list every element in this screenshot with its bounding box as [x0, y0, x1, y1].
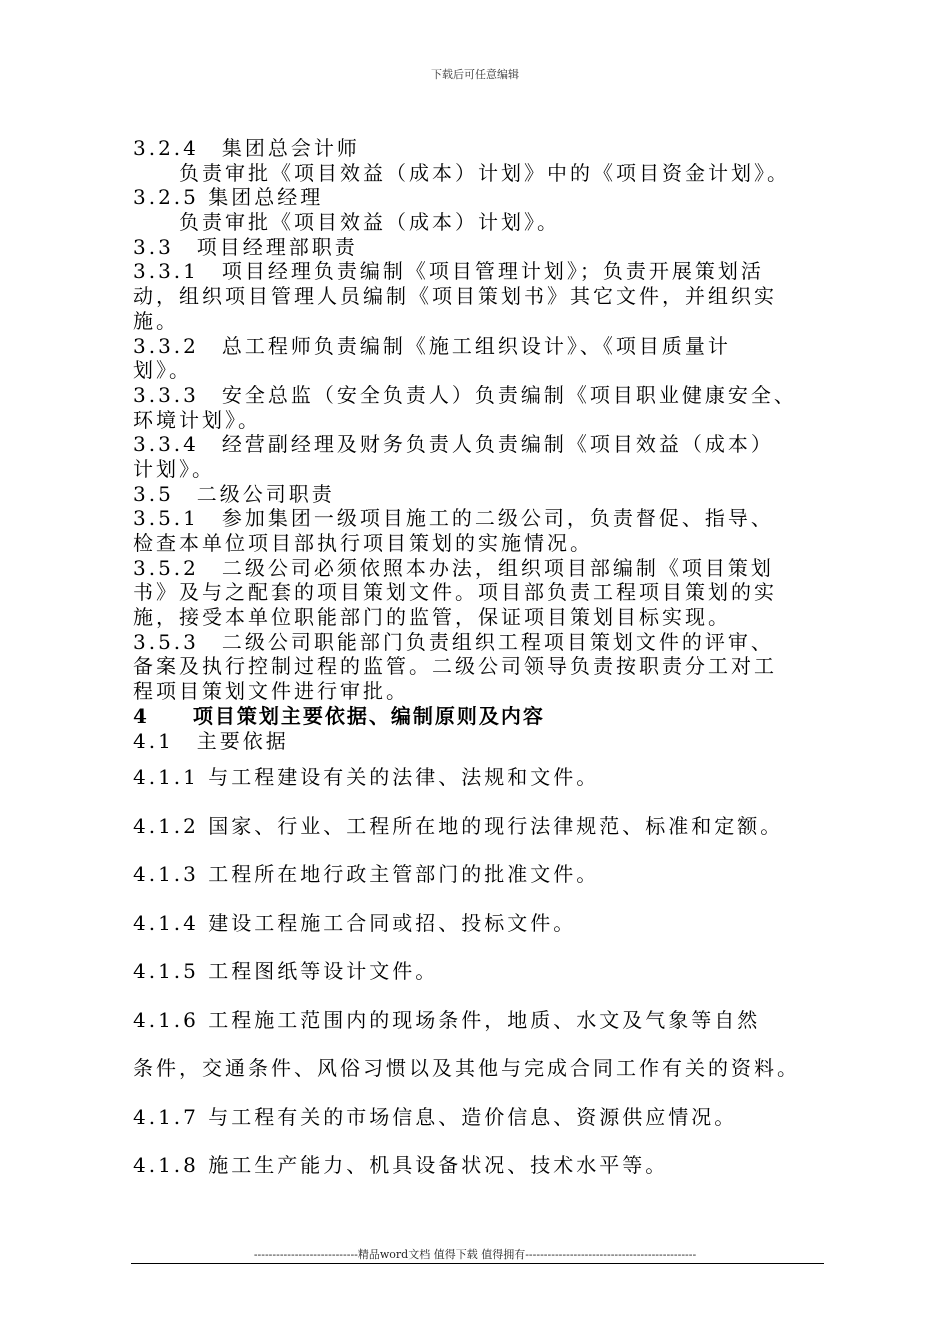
paragraph-line: 3.5.1 参加集团一级项目施工的二级公司，负责督促、指导、	[133, 506, 774, 531]
basis-item: 4.1.4 建设工程施工合同或招、投标文件。	[133, 910, 577, 935]
paragraph-line: 检查本单位项目部执行项目策划的实施情况。	[133, 531, 593, 555]
paragraph-line: 程项目策划文件进行审批。	[133, 679, 409, 704]
basis-item: 4.1.7 与工程有关的市场信息、造价信息、资源供应情况。	[133, 1104, 738, 1129]
page-header: 下载后可任意编辑	[431, 68, 519, 81]
paragraph-line: 3.5.2 二级公司必须依照本办法，组织项目部编制《项目策划	[133, 555, 774, 580]
basis-item: 4.1.1 与工程建设有关的法律、法规和文件。	[133, 765, 600, 790]
paragraph-line: 3.3.2 总工程师负责编制《施工组织设计》、《项目质量计	[133, 333, 731, 358]
heading-3-3: 3.3 项目经理部职责	[133, 234, 358, 259]
paragraph-line: 施，接受本单位职能部门的监管，保证项目策划目标实现。	[133, 605, 731, 630]
paragraph-line: 备案及执行控制过程的监管。二级公司领导负责按职责分工对工	[133, 654, 777, 679]
heading-3-2-5: 3.2.5 集团总经理	[133, 185, 324, 210]
page-footer: ----------------------------精品word文档 值得下载 值得拥有----------------------------------------------	[253, 1248, 697, 1261]
document-body	[133, 136, 833, 1190]
heading-4-1: 4.1 主要依据	[133, 728, 289, 753]
basis-item: 4.1.5 工程图纸等设计文件。	[133, 959, 439, 984]
basis-item: 4.1.2 国家、行业、工程所在地的现行法律规范、标准和定额。	[133, 813, 784, 838]
basis-item: 条件，交通条件、风俗习惯以及其他与完成合同工作有关的资料。	[133, 1056, 800, 1081]
heading-3-5: 3.5 二级公司职责	[133, 481, 335, 506]
basis-item: 4.1.6 工程施工范围内的现场条件，地质、水文及气象等自然	[133, 1007, 761, 1032]
paragraph-line: 负责审批《项目效益（成本）计划》中的《项目资金计划》。	[179, 160, 790, 185]
paragraph-line: 3.3.4 经营副经理及财务负责人负责编制《项目效益（成本）	[133, 432, 774, 457]
heading-3-2-4: 3.2.4 集团总会计师	[133, 136, 360, 160]
paragraph-line: 施。	[133, 308, 179, 333]
paragraph-line: 动，组织项目管理人员编制《项目策划书》其它文件，并组织实	[133, 284, 777, 309]
paragraph-line: 负责审批《项目效益（成本）计划》。	[179, 210, 560, 235]
paragraph-line: 3.3.1 项目经理负责编制《项目管理计划》；负责开展策划活	[133, 259, 764, 284]
basis-item: 4.1.8 施工生产能力、机具设备状况、技术水平等。	[133, 1153, 669, 1178]
basis-item: 4.1.3 工程所在地行政主管部门的批准文件。	[133, 862, 600, 887]
paragraph-line: 书》及与之配套的项目策划文件。项目部负责工程项目策划的实	[133, 580, 777, 605]
footer-rule	[131, 1263, 824, 1264]
paragraph-line: 3.3.3 安全总监（安全负责人）负责编制《项目职业健康安全、	[133, 382, 797, 407]
section-heading-4: 4 项目策划主要依据、编制原则及内容	[133, 703, 545, 728]
paragraph-line: 计划》。	[133, 456, 215, 481]
paragraph-line: 划》。	[133, 358, 192, 383]
paragraph-line: 3.5.3 二级公司职能部门负责组织工程项目策划文件的评审、	[133, 629, 774, 654]
paragraph-line: 环境计划》。	[133, 407, 261, 432]
